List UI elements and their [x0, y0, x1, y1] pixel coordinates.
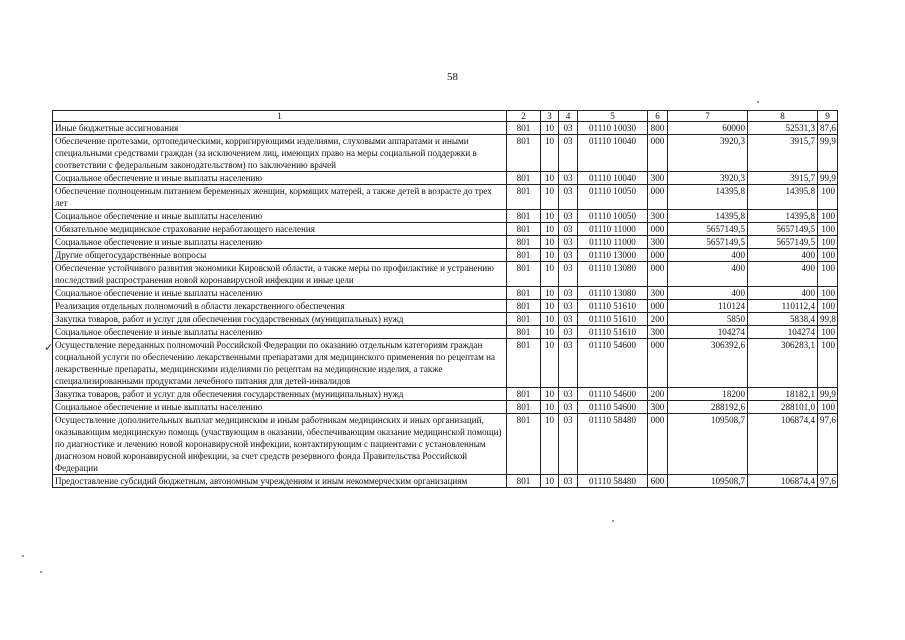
row-target-article-cell: 01110 13000	[578, 249, 648, 262]
row-assigned-cell: 5657149,5	[668, 223, 748, 236]
row-section-cell: 10	[541, 172, 559, 185]
row-subsection-cell: 03	[559, 262, 578, 287]
page-number: 58	[447, 71, 458, 83]
row-percent-cell: 100	[818, 210, 838, 223]
row-percent-cell: 100	[818, 287, 838, 300]
row-section-cell: 10	[541, 475, 559, 488]
row-target-article-cell: 01110 54600	[578, 339, 648, 388]
row-executed-cell: 400	[748, 262, 818, 287]
row-assigned-cell: 400	[668, 249, 748, 262]
row-assigned-cell: 109508,7	[668, 414, 748, 475]
header-cell: 4	[559, 111, 578, 122]
row-target-article-cell: 01110 13080	[578, 287, 648, 300]
row-executed-cell: 18182,1	[748, 388, 818, 401]
table-row	[53, 185, 838, 210]
row-section-cell: 10	[541, 339, 559, 388]
row-ministry-code-cell: 801	[507, 401, 541, 414]
row-ministry-code-cell: 801	[507, 287, 541, 300]
row-ministry-code-cell: 801	[507, 122, 541, 135]
table-row	[53, 210, 838, 223]
row-percent-cell: 99,9	[818, 135, 838, 172]
row-executed-cell: 106874,4	[748, 414, 818, 475]
row-executed-cell: 104274	[748, 326, 818, 339]
row-subsection-cell: 03	[559, 300, 578, 313]
row-assigned-cell: 3920,3	[668, 135, 748, 172]
table-row	[53, 249, 838, 262]
row-assigned-cell: 104274	[668, 326, 748, 339]
row-name-cell: Социальное обеспечение и иные выплаты населению	[53, 287, 507, 300]
row-section-cell: 10	[541, 122, 559, 135]
row-name-cell: Социальное обеспечение и иные выплаты населению	[53, 172, 507, 185]
row-target-article-cell: 01110 11000	[578, 223, 648, 236]
table-row	[53, 223, 838, 236]
row-subsection-cell: 03	[559, 313, 578, 326]
row-percent-cell: 99,9	[818, 388, 838, 401]
row-subsection-cell: 03	[559, 414, 578, 475]
row-ministry-code-cell: 801	[507, 300, 541, 313]
row-target-article-cell: 01110 10050	[578, 185, 648, 210]
row-subsection-cell: 03	[559, 210, 578, 223]
row-assigned-cell: 14395,8	[668, 210, 748, 223]
header-cell: 1	[53, 111, 507, 122]
row-assigned-cell: 400	[668, 262, 748, 287]
table-row	[53, 326, 838, 339]
row-executed-cell: 5838,4	[748, 313, 818, 326]
header-cell: 7	[668, 111, 748, 122]
row-section-cell: 10	[541, 236, 559, 249]
row-percent-cell: 100	[818, 339, 838, 388]
table-row	[53, 122, 838, 135]
row-percent-cell: 97,6	[818, 414, 838, 475]
row-subsection-cell: 03	[559, 172, 578, 185]
table-row	[53, 236, 838, 249]
header-cell: 3	[541, 111, 559, 122]
row-percent-cell: 87,6	[818, 122, 838, 135]
row-expense-type-cell: 300	[648, 210, 668, 223]
row-section-cell: 10	[541, 287, 559, 300]
row-expense-type-cell: 300	[648, 287, 668, 300]
header-row	[53, 111, 838, 122]
row-target-article-cell: 01110 10040	[578, 135, 648, 172]
budget-table	[52, 110, 838, 488]
table-row	[53, 414, 838, 475]
row-name-cell: Закупка товаров, работ и услуг для обеспечения государственных (муниципальных) нужд	[53, 388, 507, 401]
row-assigned-cell: 109508,7	[668, 475, 748, 488]
row-percent-cell: 100	[818, 249, 838, 262]
row-executed-cell: 106874,4	[748, 475, 818, 488]
row-ministry-code-cell: 801	[507, 262, 541, 287]
table-row	[53, 172, 838, 185]
row-ministry-code-cell: 801	[507, 135, 541, 172]
row-name-cell: Обеспечение устойчивого развития экономики Кировской области, а также меры по профилактике и устранению последствий распространения новой коронавирусной инфекции и иные цели	[53, 262, 507, 287]
row-name-cell: Социальное обеспечение и иные выплаты населению	[53, 210, 507, 223]
row-expense-type-cell: 200	[648, 313, 668, 326]
row-expense-type-cell: 000	[648, 414, 668, 475]
table-row	[53, 287, 838, 300]
row-target-article-cell: 01110 13080	[578, 262, 648, 287]
scan-speck	[757, 101, 759, 103]
table-row	[53, 135, 838, 172]
row-name-cell: Обеспечение полноценным питанием беременных женщин, кормящих матерей, а также детей в возрасте до трех лет	[53, 185, 507, 210]
table-row	[53, 388, 838, 401]
row-target-article-cell: 01110 51610	[578, 300, 648, 313]
row-percent-cell: 97,6	[818, 475, 838, 488]
row-ministry-code-cell: 801	[507, 172, 541, 185]
row-assigned-cell: 400	[668, 287, 748, 300]
row-expense-type-cell: 000	[648, 135, 668, 172]
row-expense-type-cell: 200	[648, 388, 668, 401]
row-section-cell: 10	[541, 414, 559, 475]
row-ministry-code-cell: 801	[507, 249, 541, 262]
row-subsection-cell: 03	[559, 339, 578, 388]
row-ministry-code-cell: 801	[507, 223, 541, 236]
row-name-cell: Социальное обеспечение и иные выплаты населению	[53, 401, 507, 414]
table-row	[53, 401, 838, 414]
row-ministry-code-cell: 801	[507, 388, 541, 401]
row-name-cell: Социальное обеспечение и иные выплаты населению	[53, 326, 507, 339]
row-expense-type-cell: 600	[648, 475, 668, 488]
row-target-article-cell: 01110 54600	[578, 401, 648, 414]
row-expense-type-cell: 800	[648, 122, 668, 135]
row-target-article-cell: 01110 58480	[578, 414, 648, 475]
row-ministry-code-cell: 801	[507, 414, 541, 475]
row-executed-cell: 400	[748, 249, 818, 262]
row-section-cell: 10	[541, 135, 559, 172]
row-assigned-cell: 110124	[668, 300, 748, 313]
row-section-cell: 10	[541, 388, 559, 401]
row-executed-cell: 14395,8	[748, 210, 818, 223]
row-assigned-cell: 18200	[668, 388, 748, 401]
row-ministry-code-cell: 801	[507, 475, 541, 488]
table-row	[53, 313, 838, 326]
row-executed-cell: 5657149,5	[748, 223, 818, 236]
row-subsection-cell: 03	[559, 223, 578, 236]
row-expense-type-cell: 300	[648, 326, 668, 339]
row-expense-type-cell: 000	[648, 300, 668, 313]
table-body	[53, 122, 838, 488]
row-executed-cell: 14395,8	[748, 185, 818, 210]
row-target-article-cell: 01110 10040	[578, 172, 648, 185]
row-section-cell: 10	[541, 313, 559, 326]
row-section-cell: 10	[541, 223, 559, 236]
row-name-cell: Осуществление переданных полномочий Российской Федерации по оказанию отдельным категориям граждан социальной услуги по обеспечению лекарственными препаратами для медицинского применения по рецептам на лекарственные препараты, медицинскими изделиями по рецептам на медицинские изделия, а также специализированными продуктами лечебного питания для детей-инвалидов	[53, 339, 507, 388]
row-percent-cell: 100	[818, 326, 838, 339]
table-row	[53, 262, 838, 287]
header-cell: 6	[648, 111, 668, 122]
row-assigned-cell: 3920,3	[668, 172, 748, 185]
row-target-article-cell: 01110 11000	[578, 236, 648, 249]
table-row	[53, 475, 838, 488]
row-name-cell: Закупка товаров, работ и услуг для обеспечения государственных (муниципальных) нужд	[53, 313, 507, 326]
row-percent-cell: 100	[818, 300, 838, 313]
row-name-cell: Осуществление дополнительных выплат медицинским и иным работникам медицинских и иных организаций, оказывающим медицинскую помощь (участвующим в оказании, обеспечивающим оказание медицинской помощи) по диагностике и лечению новой коронавирусной инфекции, контактирующим с пациентами с установленным диагнозом новой коронавирусной инфекции, за счет средств резервного фонда Правительства Российской Федерации	[53, 414, 507, 475]
row-section-cell: 10	[541, 210, 559, 223]
row-name-cell: Реализация отдельных полномочий в области лекарственного обеспечения	[53, 300, 507, 313]
scan-speck	[40, 571, 42, 573]
row-expense-type-cell: 300	[648, 236, 668, 249]
row-executed-cell: 288101,0	[748, 401, 818, 414]
row-name-cell: Иные бюджетные ассигнования	[53, 122, 507, 135]
row-executed-cell: 3915,7	[748, 135, 818, 172]
row-ministry-code-cell: 801	[507, 236, 541, 249]
row-expense-type-cell: 000	[648, 249, 668, 262]
row-target-article-cell: 01110 51610	[578, 313, 648, 326]
row-expense-type-cell: 000	[648, 339, 668, 388]
row-target-article-cell: 01110 58480	[578, 475, 648, 488]
row-name-cell: Обязательное медицинское страхование неработающего населения	[53, 223, 507, 236]
row-percent-cell: 100	[818, 185, 838, 210]
row-subsection-cell: 03	[559, 135, 578, 172]
table-row	[53, 339, 838, 388]
row-subsection-cell: 03	[559, 475, 578, 488]
row-ministry-code-cell: 801	[507, 185, 541, 210]
row-ministry-code-cell: 801	[507, 339, 541, 388]
row-name-cell: Другие общегосударственные вопросы	[53, 249, 507, 262]
row-executed-cell: 400	[748, 287, 818, 300]
row-expense-type-cell: 000	[648, 185, 668, 210]
row-percent-cell: 100	[818, 262, 838, 287]
header-cell: 2	[507, 111, 541, 122]
row-name-cell: Социальное обеспечение и иные выплаты населению	[53, 236, 507, 249]
header-cell: 5	[578, 111, 648, 122]
row-section-cell: 10	[541, 326, 559, 339]
row-ministry-code-cell: 801	[507, 210, 541, 223]
row-subsection-cell: 03	[559, 236, 578, 249]
header-cell: 9	[818, 111, 838, 122]
row-executed-cell: 110112,4	[748, 300, 818, 313]
row-percent-cell: 100	[818, 401, 838, 414]
row-target-article-cell: 01110 54600	[578, 388, 648, 401]
row-percent-cell: 99,8	[818, 313, 838, 326]
row-ministry-code-cell: 801	[507, 326, 541, 339]
row-assigned-cell: 60000	[668, 122, 748, 135]
row-section-cell: 10	[541, 185, 559, 210]
row-percent-cell: 99,9	[818, 172, 838, 185]
scan-speck	[612, 520, 614, 522]
row-assigned-cell: 306392,6	[668, 339, 748, 388]
row-executed-cell: 306283,1	[748, 339, 818, 388]
row-name-cell: Предоставление субсидий бюджетным, автономным учреждениям и иным некоммерческим организациям	[53, 475, 507, 488]
row-expense-type-cell: 300	[648, 172, 668, 185]
margin-mark: ✓	[44, 342, 54, 354]
row-assigned-cell: 288192,6	[668, 401, 748, 414]
scan-speck	[22, 555, 24, 557]
row-subsection-cell: 03	[559, 122, 578, 135]
row-assigned-cell: 5850	[668, 313, 748, 326]
row-assigned-cell: 5657149,5	[668, 236, 748, 249]
row-percent-cell: 100	[818, 236, 838, 249]
row-target-article-cell: 01110 10030	[578, 122, 648, 135]
row-subsection-cell: 03	[559, 185, 578, 210]
row-expense-type-cell: 000	[648, 262, 668, 287]
row-section-cell: 10	[541, 300, 559, 313]
row-executed-cell: 5657149,5	[748, 236, 818, 249]
header-cell: 8	[748, 111, 818, 122]
row-subsection-cell: 03	[559, 249, 578, 262]
row-target-article-cell: 01110 10050	[578, 210, 648, 223]
table-row	[53, 300, 838, 313]
row-section-cell: 10	[541, 262, 559, 287]
row-executed-cell: 3915,7	[748, 172, 818, 185]
row-assigned-cell: 14395,8	[668, 185, 748, 210]
row-expense-type-cell: 300	[648, 401, 668, 414]
row-subsection-cell: 03	[559, 287, 578, 300]
row-ministry-code-cell: 801	[507, 313, 541, 326]
row-executed-cell: 52531,3	[748, 122, 818, 135]
row-expense-type-cell: 000	[648, 223, 668, 236]
row-section-cell: 10	[541, 401, 559, 414]
row-subsection-cell: 03	[559, 326, 578, 339]
row-name-cell: Обеспечение протезами, ортопедическими, корригирующими изделиями, слуховыми аппаратами и иными специальными средствами граждан (за исключением лиц, имеющих право на меры социальной поддержки в соответствии с федеральным законодательством) по заключению врачей	[53, 135, 507, 172]
row-subsection-cell: 03	[559, 401, 578, 414]
row-target-article-cell: 01110 51610	[578, 326, 648, 339]
row-subsection-cell: 03	[559, 388, 578, 401]
row-percent-cell: 100	[818, 223, 838, 236]
row-section-cell: 10	[541, 249, 559, 262]
